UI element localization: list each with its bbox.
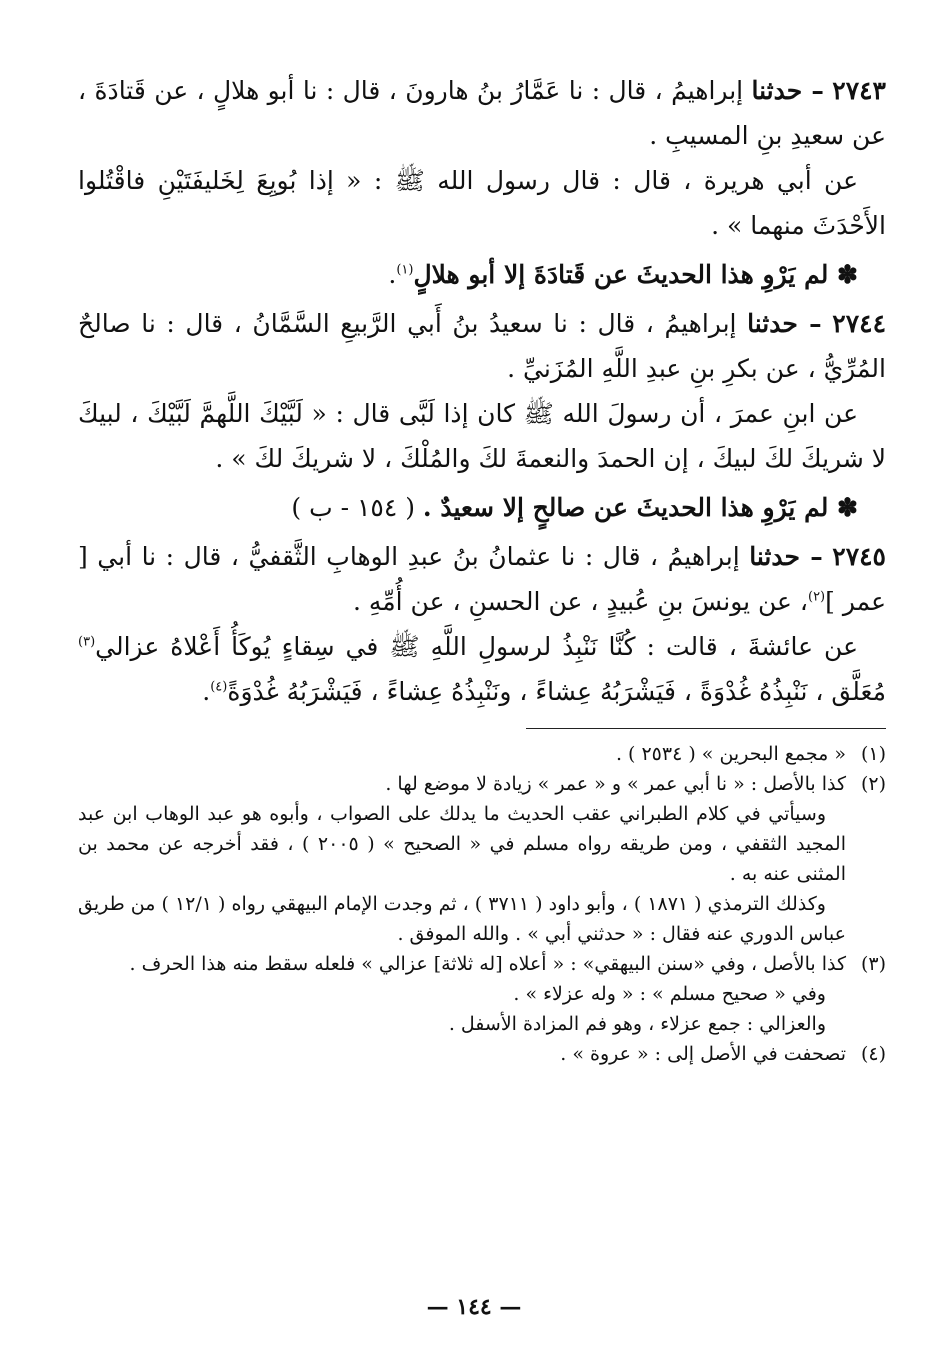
isnad-text: إبراهيمُ ، قال : نا عَمَّارُ بنُ هارونَ ، قال : نا أبو هلالٍ ، عن قَتادَةَ ، عن سعيدِ بنِ المسيبِ .: [78, 76, 886, 150]
footnote-text: تصحفت في الأصل إلى : « عروة » .: [560, 1043, 846, 1065]
isnad-text: إبراهيمُ ، قال : نا سعيدُ بنُ أَبي الرَّبيعِ السَّمَّانُ ، قال : نا صالحٌ المُرِّيُّ ، عن بكرِ بنِ عبدِ اللَّهِ المُزَنيِّ .: [78, 309, 886, 383]
page-number: — ١٤٤ —: [426, 1294, 522, 1320]
hadith-lead: حدثنا: [751, 76, 803, 105]
hadith-2744-note: [78, 485, 886, 530]
hadith-lead: حدثنا: [747, 309, 798, 338]
footnote-3-paragraph: والعزالي : جمع عزلاء ، وهو فم المزادة الأسفل .: [448, 1013, 826, 1035]
hadith-2743-matn: عن أبي هريرة ، قال : قال رسول الله ﷺ : « إذا بُويِعَ لِخَليفَتَيْنِ فاقْتُلوا الأَحْدَثَ منهما » .: [78, 166, 886, 240]
hadith-number: ٢٧٤٥: [832, 542, 886, 571]
footnote-ref: (٤): [210, 679, 228, 695]
isnad-text-cont: ، عن يونسَ بنِ عُبيدٍ ، عن الحسنِ ، عن أُمِّهِ .: [352, 587, 808, 616]
footnote-2: [78, 769, 886, 799]
hadith-number: ٢٧٤٣: [832, 76, 886, 105]
footnote-4: [78, 1039, 886, 1069]
note-text: ✽ لم يَرْوِ هذا الحديثَ عن صالحٍ إلا سعيدٌ .: [422, 493, 858, 522]
footnote-number: (٣): [860, 953, 886, 975]
footnote-ref: (٣): [78, 634, 96, 650]
footnote-text: كذا بالأصل : « نا أبي عمر » و « عمر » زيادة لا موضع لها .: [385, 773, 846, 795]
isnad-text: إبراهيمُ ، قال : نا عثمانُ بنُ عبدِ الوهابِ الثَّقفيُّ ، قال : نا أبي [ عمر ]: [78, 542, 886, 616]
hadith-2743-isnad: ٢٧٤٣ – حدثنا إبراهيمُ ، قال : نا عَمَّارُ بنُ هارونَ ، قال : نا أبو هلالٍ ، عن قَتادَةَ ، عن سعيدِ بنِ المسيبِ .: [78, 76, 886, 150]
footnote-number: (١): [860, 743, 886, 765]
footnote-number: (٤): [860, 1043, 886, 1065]
note-end: .: [388, 260, 397, 289]
matn-end: .: [202, 677, 211, 706]
footnote-ref: (٢): [807, 589, 826, 605]
hadith-2745-isnad: ٢٧٤٥ – حدثنا إبراهيمُ ، قال : نا عثمانُ بنُ عبدِ الوهابِ الثَّقفيُّ ، قال : نا أبي [ عمر ]$^{(٢)}$، عن يونسَ بنِ عُبيدٍ ، عن الحسنِ ، عن أُمِّهِ .: [78, 542, 886, 616]
footnotes: [78, 739, 886, 1069]
hadith-2743-note: [78, 252, 886, 297]
footnote-divider: [526, 728, 886, 729]
footnote-3: [78, 949, 886, 979]
hadith-2744-matn: عن ابنِ عمرَ ، أن رسولَ الله ﷺ كان إذا لَبَّى قال : « لَبَّيْكَ اللَّهمَّ لَبَّيْكَ ، لبيكَ لا شريكَ لكَ لبيكَ ، إن الحمدَ والنعمةَ لكَ والمُلْكَ ، لا شريكَ لكَ » .: [78, 399, 886, 473]
book-page: [78, 68, 886, 1364]
footnote-number: (٢): [860, 773, 886, 795]
hadith-2745-matn: [78, 624, 886, 714]
hadith-2744-isnad: ٢٧٤٤ – حدثنا إبراهيمُ ، قال : نا سعيدُ بنُ أَبي الرَّبيعِ السَّمَّانُ ، قال : نا صالحٌ المُرِّيُّ ، عن بكرِ بنِ عبدِ اللَّهِ المُزَنيِّ .: [78, 309, 886, 383]
matn-text-cont: مُعَلَّق ، نَنْبِذُهُ غُدْوَةً ، فَيَشْرَبُهُ عِشاءً ، ونَنْبِذُهُ عِشاءً ، فَيَشْرَبُهُ غُدْوَةً: [227, 677, 886, 706]
footnote-2-paragraph: وكذلك الترمذي ( ١٨٧١ ) ، وأبو داود ( ٣٧١١ ) ، ثم وجدت الإمام البيهقي رواه ( ١٢/١ ) من طريق عباس الدوري عنه فقال : « حدثني أبي » . والله الموفق .: [78, 893, 846, 945]
footnote-3-paragraph: وفي « صحيح مسلم » : « وله عزلاء » .: [513, 983, 826, 1005]
hadith-number: ٢٧٤٤: [832, 309, 886, 338]
footnote-1: [78, 739, 886, 769]
main-text: [78, 68, 886, 714]
manuscript-marker: ( ١٥٤ - ب ): [291, 493, 415, 522]
footnote-text: « مجمع البحرين » ( ٢٥٣٤ ) .: [615, 743, 846, 765]
footnote-ref: (١): [396, 262, 414, 278]
hadith-lead: حدثنا: [749, 542, 800, 571]
note-text: ✽ لم يَرْوِ هذا الحديثَ عن قَتادَةَ إلا أبو هلالٍ: [413, 260, 858, 289]
footnote-text: كذا بالأصل ، وفي «سنن البيهقي» : « أعلاه [له ثلاثة] عزالي » فلعله سقط منه هذا الحرف .: [129, 953, 846, 975]
footnote-2-paragraph: وسيأتي في كلام الطبراني عقب الحديث ما يدلك على الصواب ، وأبوه هو عبد الوهاب ابن عبد المجيد الثقفي ، ومن طريقه رواه مسلم في « الصحيح » ( ٢٠٠٥ ) ، فقد أخرجه عن محمد بن المثنى عنه به .: [78, 803, 846, 885]
matn-text: عن عائشةَ ، قالت : كُنَّا نَنْبِذُ لرسولِ اللَّهِ ﷺ في سِقاءٍ يُوكَأُ أَعْلاهُ عزالي: [95, 632, 858, 661]
